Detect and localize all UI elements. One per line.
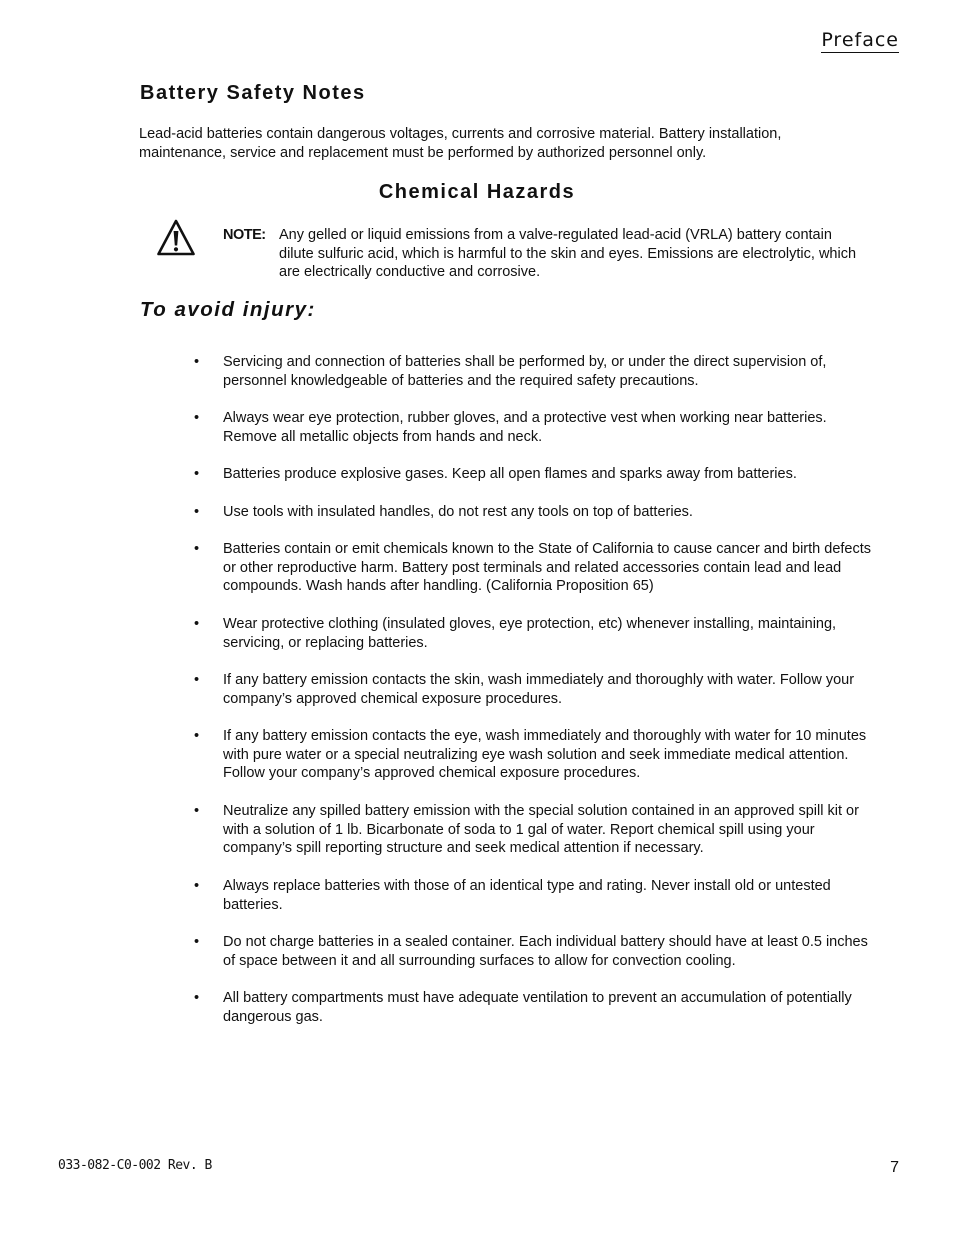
list-item: • Neutralize any spilled battery emission with the special solution contained in an approved spill kit or with a solution of 1 lb. Bicarbonate of soda to 1 gal of water. Report chemical spill using your company’s spill reporting structure and seek medical attention if necessary.: [194, 803, 859, 857]
list-item: • Wear protective clothing (insulated gloves, eye protection, etc) whenever installing, maintaining, servicing, or replacing batteries.: [194, 616, 837, 651]
list-item: • All battery compartments must have adequate ventilation to prevent an accumulation of potentially dangerous gas.: [194, 990, 852, 1025]
list-item: • Always replace batteries with those of an identical type and rating. Never install old or untested batteries.: [194, 878, 831, 913]
section-title: Battery Safety Notes: [140, 82, 366, 104]
page-header-title: Preface: [821, 29, 899, 51]
chemical-hazards-title: Chemical Hazards: [378, 181, 576, 203]
avoid-injury-title: To avoid injury:: [140, 298, 316, 321]
bullet-icon: •: [194, 466, 200, 482]
footer-document-number: 033-082-C0-002 Rev. B: [58, 1158, 212, 1173]
list-item: • If any battery emission contacts the skin, wash immediately and thoroughly with water. Follow your company’s approved chemical exposure procedures.: [194, 672, 855, 707]
bullet-icon: •: [194, 878, 200, 894]
bullet-icon: •: [194, 354, 200, 370]
list-item: • Batteries contain or emit chemicals known to the State of California to cause cancer and birth defects or other reproductive harm. Battery post terminals and related accessories contain lead and lead compounds. Wash hands after handling. (California Proposition 65): [194, 541, 872, 595]
bullet-icon: •: [194, 616, 200, 632]
note-block: [223, 226, 863, 282]
list-item: • If any battery emission contacts the eye, wash immediately and thoroughly with water for 10 minutes with pure water or a special neutralizing eye wash solution and seek immediate medical attention. Follow your company’s approved chemical exposure procedures.: [194, 728, 867, 782]
intro-paragraph: Lead-acid batteries contain dangerous voltages, currents and corrosive material. Battery installation, maintenance, service and replacement must be performed by authorized personnel only.: [139, 126, 782, 161]
list-item: • Batteries produce explosive gases. Keep all open flames and sparks away from batteries.: [194, 466, 797, 482]
list-item: • Use tools with insulated handles, do not rest any tools on top of batteries.: [194, 504, 693, 520]
bullet-icon: •: [194, 934, 200, 950]
bullet-icon: •: [194, 541, 200, 557]
list-item: • Servicing and connection of batteries shall be performed by, or under the direct supervision of, personnel knowledgeable of batteries and the required safety precautions.: [194, 354, 827, 389]
bullet-icon: •: [194, 803, 200, 819]
note-label: NOTE:: [223, 227, 266, 243]
list-item: • Do not charge batteries in a sealed container. Each individual battery should have at least 0.5 inches of space between it and all surrounding surfaces to allow for convection cooling.: [194, 934, 868, 969]
bullet-icon: •: [194, 410, 200, 426]
bullet-icon: •: [194, 990, 200, 1006]
bullet-icon: •: [194, 672, 200, 688]
bullet-icon: •: [194, 728, 200, 744]
list-item: • Always wear eye protection, rubber gloves, and a protective vest when working near batteries. Remove all metallic objects from hands and neck.: [194, 410, 827, 445]
warning-triangle-icon: [156, 218, 196, 258]
note-text: Any gelled or liquid emissions from a valve-regulated lead-acid (VRLA) battery contain dilute sulfuric acid, which is harmful to the skin and eyes. Emissions are electrolytic, which are electrically conductive and corrosive.: [279, 227, 857, 280]
footer-page-number: 7: [890, 1159, 899, 1176]
bullet-icon: •: [194, 504, 200, 520]
